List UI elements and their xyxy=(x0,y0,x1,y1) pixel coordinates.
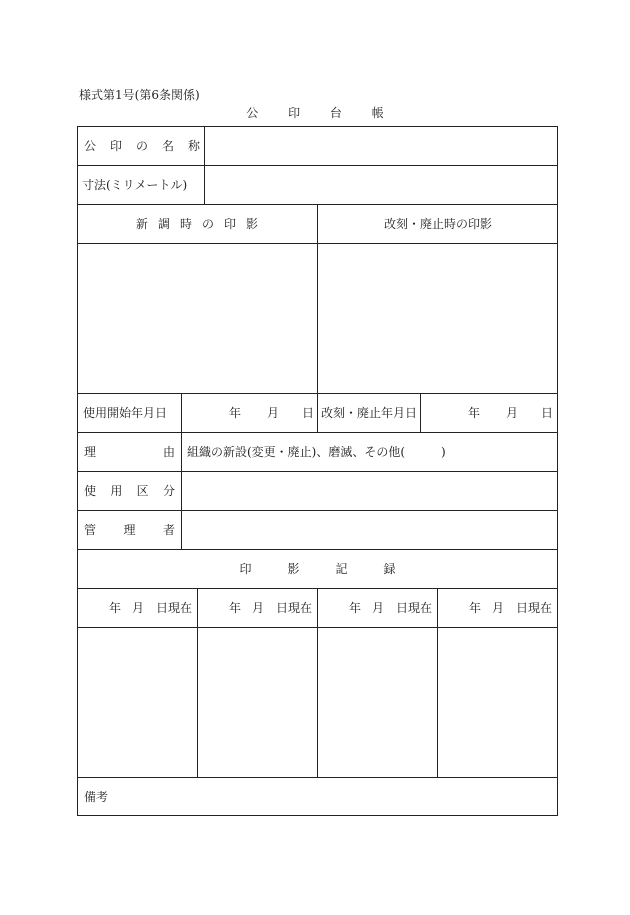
date-month: 月 xyxy=(492,600,505,615)
manager-label xyxy=(84,510,175,549)
start-date-label: 使用開始年月日 xyxy=(83,405,168,420)
header-char: 印 xyxy=(239,561,252,576)
record-impression-box-1[interactable] xyxy=(77,628,197,777)
date-day: 日現在 xyxy=(396,600,433,615)
label-char: 称 xyxy=(187,138,200,153)
date-year: 年 xyxy=(468,405,481,420)
label-char: 用 xyxy=(110,483,123,498)
header-char: 影 xyxy=(287,561,300,576)
date-day: 日現在 xyxy=(156,600,193,615)
remarks-field[interactable] xyxy=(147,777,558,816)
start-date-field[interactable] xyxy=(182,393,317,432)
record-impression-box-3[interactable] xyxy=(318,628,437,777)
size-label: 寸法(ミリメートル) xyxy=(82,177,188,192)
header-char: 影 xyxy=(246,216,259,231)
date-year: 年 xyxy=(229,600,242,615)
label-char: 分 xyxy=(162,483,175,498)
reason-field[interactable]: 組織の新設(変更・廃止)、磨滅、その他( ) xyxy=(187,444,446,459)
label-char: の xyxy=(135,138,148,153)
size-field[interactable] xyxy=(205,165,558,204)
date-year: 年 xyxy=(349,600,362,615)
record-date-4[interactable] xyxy=(437,588,558,627)
title-char: 印 xyxy=(288,106,301,120)
document-title xyxy=(0,104,630,121)
impression-record-header xyxy=(77,549,558,588)
header-char: の xyxy=(202,216,215,231)
date-month: 月 xyxy=(267,405,280,420)
header-char: 録 xyxy=(383,561,396,576)
usage-field[interactable] xyxy=(182,471,558,510)
record-date-3[interactable] xyxy=(317,588,437,627)
manager-field[interactable] xyxy=(182,510,558,549)
label-char: 由 xyxy=(162,444,175,459)
record-date-1[interactable] xyxy=(77,588,197,627)
date-month: 月 xyxy=(132,600,145,615)
label-char: 者 xyxy=(162,522,175,537)
record-impression-box-4[interactable] xyxy=(438,628,558,777)
header-char: 新 xyxy=(135,216,148,231)
label-char: 印 xyxy=(109,138,122,153)
header-char: 調 xyxy=(157,216,170,231)
label-char: 区 xyxy=(136,483,149,498)
header-char: 記 xyxy=(335,561,348,576)
date-year: 年 xyxy=(469,600,482,615)
date-day: 日 xyxy=(541,405,554,420)
remarks-label: 備考 xyxy=(84,789,109,804)
label-char: 名 xyxy=(161,138,174,153)
revoke-date-label: 改刻・廃止年月日 xyxy=(321,405,418,420)
seal-register-table xyxy=(77,126,558,816)
seal-name-label xyxy=(84,126,200,165)
title-char: 帳 xyxy=(371,106,384,120)
date-day: 日 xyxy=(302,405,315,420)
header-char: 時 xyxy=(179,216,192,231)
date-year: 年 xyxy=(229,405,242,420)
date-month: 月 xyxy=(506,405,519,420)
label-char: 公 xyxy=(84,138,97,153)
date-day: 日現在 xyxy=(276,600,313,615)
new-impression-header xyxy=(77,204,317,243)
label-char: 使 xyxy=(84,483,97,498)
seal-name-field[interactable] xyxy=(205,126,558,165)
revoked-impression-box[interactable] xyxy=(318,244,558,393)
date-year: 年 xyxy=(109,600,122,615)
new-impression-box[interactable] xyxy=(77,244,317,393)
reason-label xyxy=(84,432,175,471)
record-date-2[interactable] xyxy=(197,588,317,627)
title-char: 台 xyxy=(329,106,342,120)
revoked-impression-header: 改刻・廃止時の印影 xyxy=(383,216,492,231)
date-month: 月 xyxy=(372,600,385,615)
header-char: 印 xyxy=(224,216,237,231)
title-char: 公 xyxy=(246,106,259,120)
label-char: 管 xyxy=(84,522,97,537)
revoke-date-field[interactable] xyxy=(421,393,558,432)
record-impression-box-2[interactable] xyxy=(198,628,317,777)
date-day: 日現在 xyxy=(516,600,553,615)
date-month: 月 xyxy=(252,600,265,615)
form-number: 様式第1号(第6条関係) xyxy=(79,88,200,102)
usage-label xyxy=(84,471,175,510)
label-char: 理 xyxy=(84,444,97,459)
label-char: 理 xyxy=(123,522,136,537)
